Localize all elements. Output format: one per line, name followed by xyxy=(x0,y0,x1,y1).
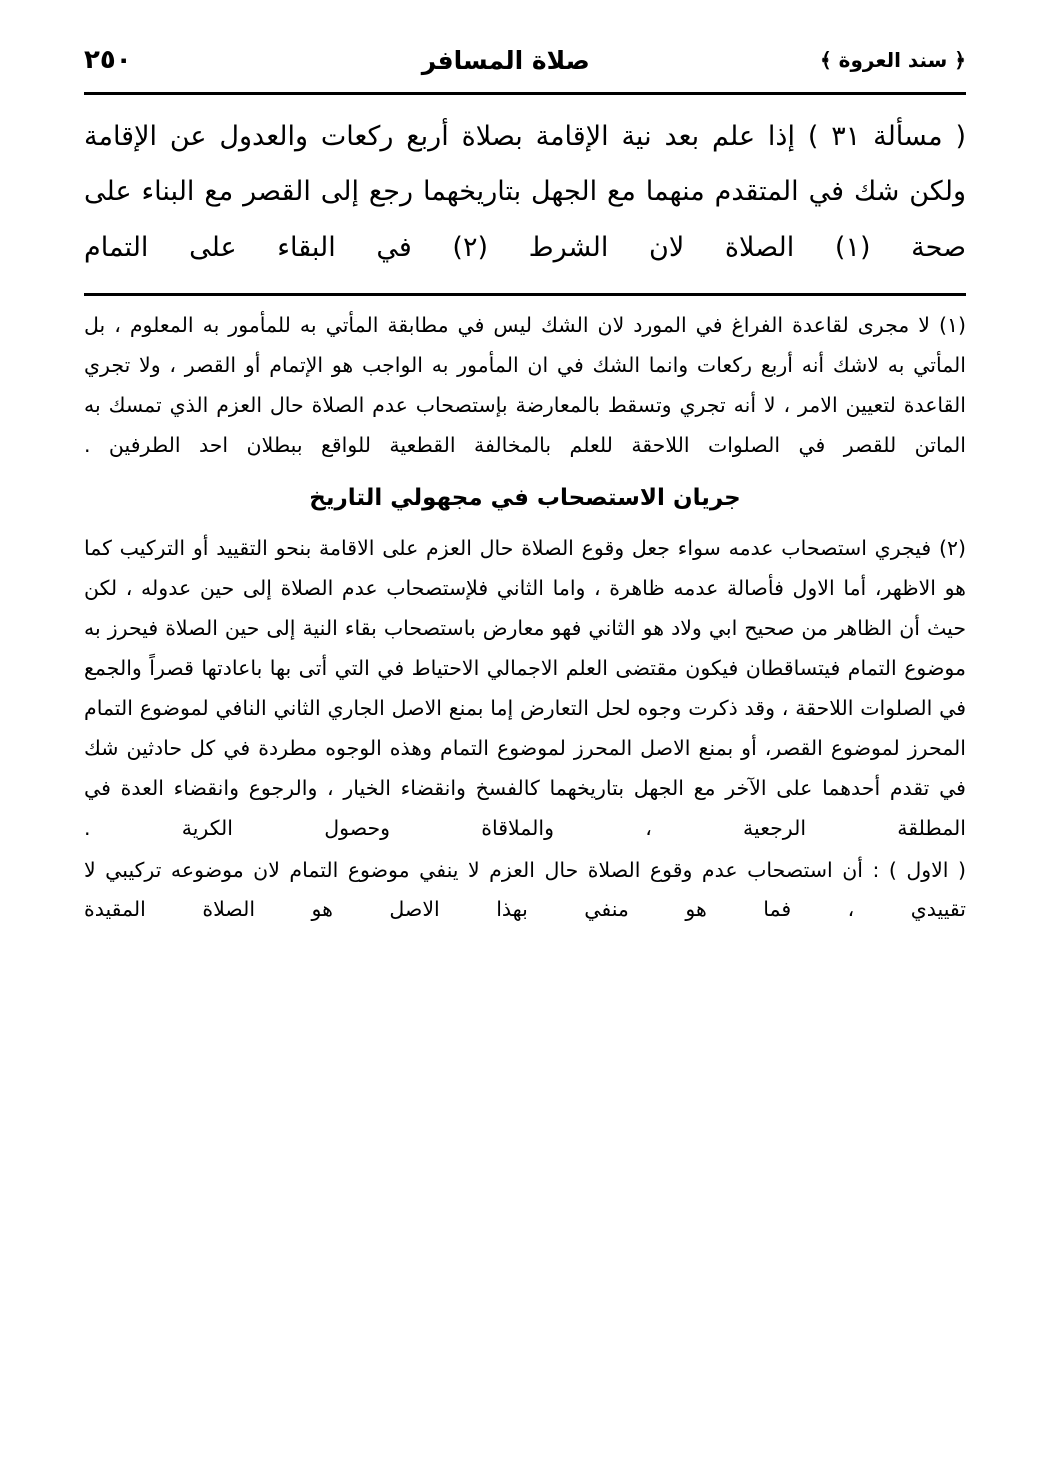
footnote-1: (١) لا مجرى لقاعدة الفراغ في المورد لان الشك ليس في مطابقة المأتي به للمأمور به المعلوم ، بل المأتي به لاشك أنه أربع ركعات وانما الشك في ان المأمور به الواجب هو الإتمام أو القصر ، ولا تجري القاعدة لتعيين الامر ، لا أنه تجري وتسقط بالمعارضة بإستصحاب عدم الصلاة حال العزم الذي تمسك به الماتن للقصر في الصلوات اللاحقة للعلم بالمخالفة القطعية للواقع ببطلان احد الطرفين . xyxy=(84,313,966,457)
footnote-2: (٢) فيجري استصحاب عدمه سواء جعل وقوع الصلاة حال العزم على الاقامة بنحو التقييد أو التركيب كما هو الاظهر، أما الاول فأصالة عدمه ظاهرة ، واما الثاني فلإستصحاب عدم الصلاة إلى حين عدوله ، لكن حيث أن الظاهر من صحيح ابي ولاد هو الثاني فهو معارض باستصحاب بقاء النية إلى حين الصلاة فيحرز به موضوع التمام فيتساقطان فيكون مقتضى العلم الاجمالي الاحتياط في التي أتى بها باعادتها قصراً والجمع في الصلوات اللاحقة ، وقد ذكرت وجوه لحل التعارض إما بمنع الاصل الجاري الثاني النافي لموضوع التمام المحرز لموضوع القصر، أو بمنع الاصل المحرز لموضوع التمام وهذه الوجوه مطردة في كل حادثين شك في تقدم أحدهما على الآخر مع الجهل بتاريخهما كالفسخ وانقضاء الخيار ، والرجوع وانقضاء العدة في المطلقة الرجعية ، والملاقاة وحصول الكرية . xyxy=(84,535,966,840)
book-series-badge: ﴿ سند العروة ﴾ xyxy=(819,48,966,72)
footnote-last-paragraph: ( الاول ) : أن استصحاب عدم وقوع الصلاة حال العزم لا ينفي موضوع التمام لان موضوعه تركيبي لا تقييدي ، فما هو منفي بهذا الاصل هو الصلاة المقيدة xyxy=(84,857,966,922)
main-paragraph: ( مسألة ٣١ ) إذا علم بعد نية الإقامة بصلاة أربع ركعات والعدول عن الإقامة ولكن شك في المتقدم منهما مع الجهل بتاريخهما رجع إلى القصر مع البناء على صحة (١) الصلاة لان الشرط (٢) في البقاء على التمام xyxy=(84,121,966,263)
main-text-block xyxy=(84,95,966,275)
footnote-subheading: جريان الاستصحاب في مجهولي التاريخ xyxy=(309,484,741,511)
page-header xyxy=(84,34,966,86)
chapter-title: صلاة المسافر xyxy=(421,45,590,75)
footnotes-block xyxy=(84,306,966,930)
page-number: ٢٥٠ xyxy=(84,45,132,75)
footnote-divider xyxy=(84,293,966,296)
